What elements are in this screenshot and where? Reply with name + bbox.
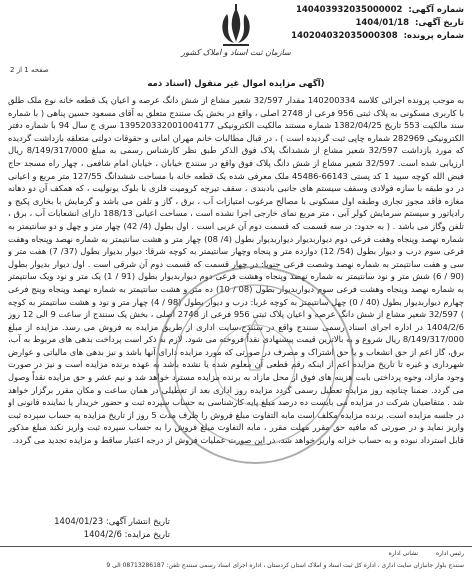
file-number: 140204032035000308 — [291, 31, 398, 41]
notice-body: به موجب پرونده اجرائی کلاسه 140200334 مقدار 32/597 شعیر مشاع از شش دانگ عرصه و اعیان یک قطعه خانه نوع ملک طلق با کاربری مسکونی به پلاک ثبتی 956 فرعی از 2748 اصلی ، واقع در بخش یک سنندج متعلق به آقای مسعود حسین پناهی ( با شماره سند مالکیت 553 تاریخ 1382/04/25 شماره مستند مالکیت الکترونیکی 139520332001004177 سری ج سال 94 با شماره دفتر الکترونیکی 282969 شماره چاپی ثبت گردیده است ) ، در قبال مطالبات خانم مهران امانی و حقوقات دولتی متعلقه بازداشت گردیده که مورد بازداشت 32/597 شعیر مشاع از ششدانگ پلاک فوق الذکر طبق نظر کارشناس رسمی به مبلغ 8/149/317/000 ریال ارزیابی شده است. 32/597 شعیر مشاع از شش دانگ پلاک فوق واقع در سنندج خیابان ، خیابان امام شافعی ، چهار راه مسجد حاج فیض الله کوچه سپید 1 کد پستی 66143-45486 ملک معرفی شده یک قطعه خانه با مساحت ششدانگ 127/55 متر مربع و اعیانی در دو طبقه با سازه فولادی وسقف سیستم های جانبی بادبندی ، سقف تیرچه کرومیت فلزی با بلوک یونولیت ، که همکف آن دو دهانه مغازه فاقد مجوز تجاری وطبقه اول مسکونی با مصالح مرغوب امتیازات آب ، برق ، گاز و تلفن می باشد و گرمایش با بخاری پکیج و رادیاتور و سیستم سرمایش کولر آبی ، متر مربع نمای خارجی اجرا نشده است ، مساحت اعیانی 188/13 دارای انشعابات آب ، برق ، تلفن وگاز می باشد . ( به حدود: در سه قسمت که قسمت دوم آن غربی است . اول بطول (4/ 42) چهار متر و چهل و دو سانتیمتر به شماره نهصد وپنجاه وهفت فرعی دوم دیواربدیوار دیواربدیوار بطول (4/ 08) چهار متر و هشت سانتیمتر به شماره نهصد وپنجاه وهفت فرعی سوم درب و دیوار بطول (54/ 12) دوازده متر و پنجاه وچهار سانتیمتر به کوچه شرقا: دیوار بدیوار بطول (37/ 7) هفت متر و سی و هفت سانتیمتر به شماره نهصد وشصت فرعی جنوبا: در چهار قسمت که قسمت دوم آن شرقی است . اول دیوار بدیوار بطول (90 / 6) شش متر و نود سانتیمتر به شماره نهصد وپنجاه وهشت فرعی دوم دیواربدیوار بطول (91 / 1) یک متر و نود ویک سانتیمتر به شماره نهصد وپنجاه وهشت فرعی سوم دیواربدیوار بطول (08 / 10) ده متر و هشت سانتیمتر به شماره نهصد وپنجاه وپنج فرعی چهارم دیواربدیوار بطول (40 / 0) چهل سانتیمتر به کوچه غربا: درب و دیوار بطول (98 / 4) چهار متر و نود و هشت سانتیمتر به کوچه ) 32/597 شعیر مشاع از شش دانگ عرصه و اعیان پلاک ثبتی 956 فرعی از 2748 اصلی ، بخش یک سنندج از ساعت 9 الی 12 روز 1404/2/6 در اداره اجرای اسناد رسمی سنندج واقع در سنندج،سایت اداری از طریق مزایده به فروش می رسد. مزایده از مبلغ 8/149/317/000 ریال شروع و به بالاترین قیمت پیشنهادی نقداً فروخته می شود. لازم به ذکر است پرداخت بدهی های مربوط به آب، برق، گاز اعم از حق انشعاب و یا حق اشتراک و مصرف در صورتی که مورد مزایده دارای آنها باشد و نیز بدهی های مالیاتی و عوارض شهرداری و غیره تا تاریخ مزایده اعم از اینکه رقم قطعی آن معلوم شده یا نشده باشد به عهده برنده مزایده است و نیز در صورت وجود مازاد، وجوه پرداختی بابت هزینه های فوق از محل مازاد به برنده مزایده مسترد خواهد شد و نیم عشر و حق مزایده نقداً وصول می گردد. ضمنا چنانچه روز مزایده تعطیل رسمی گردد مزایده روز اداری بعد از تعطیلی در همان ساعت و مکان مقرر برگزار خواهد شد . متقاضیان شرکت در مزایده می بایست ده درصد مبلغ پایه کارشناسی به حساب سپرده ثبت و حضور خریدار یا نماینده قانونی او در جلسه مزایده است. برنده مزایده مکلف است مابه التفاوت مبلغ فروش را ظرف مدت 5 روز از تاریخ مزایده به حساب سپرده ثبت واریز نماید و در صورتی که مافیه حق مقرر مهلت مقرر ، مابه التفاوت مبلغ فروش را به حساب سپرده ثبت واریز نکند مبلغ مذکور قابل استرداد نبوده و به حساب خزانه واریز خواهد شد. در این صورت عملیات فروش از درجه اعتبار ساقط و مزایده تجدید می گردد. — [8, 95, 464, 446]
notice-date-label: تاریخ آگهی: — [414, 18, 464, 28]
publish-date-label: تاریخ انتشار آگهی: — [105, 517, 170, 527]
footer-page-suffix: الی 9 — [106, 562, 121, 569]
footer-address: سنندج بلوار جانبازان سایت اداری ، اداره کل ثبت اسناد و املاک استان کردستان ، اداره اجرای اسناد رسمی سنندج تلفن: — [166, 562, 464, 569]
publish-date-row — [30, 516, 170, 529]
auction-date: 1404/2/6 — [83, 530, 122, 540]
notice-title: (آگهی مزایده اموال غیر منقول (اسناد ذمه — [147, 79, 325, 89]
letterhead — [0, 0, 472, 78]
page-number: صفحه 1 از 2 — [10, 66, 49, 74]
signatory-title: رئیس اداره — [436, 550, 464, 557]
organization-name: سازمان ثبت اسناد و املاک کشور — [181, 48, 291, 57]
footer-address-row — [8, 562, 464, 569]
notice-date: 1404/01/18 — [355, 18, 409, 28]
signatory-role: نشانی اداره — [388, 550, 419, 557]
footer-phone: 08713286187 — [122, 562, 165, 569]
page-footer — [0, 546, 472, 576]
publication-dates — [30, 516, 170, 542]
notice-content — [8, 78, 464, 530]
footer-signature-row — [8, 550, 464, 557]
notice-number: 140403932035000002 — [295, 5, 403, 15]
file-number-label: شماره پرونده: — [403, 31, 464, 41]
auction-date-row — [30, 529, 170, 542]
notice-number-label: شماره آگهی: — [408, 5, 464, 15]
auction-date-label: تاریخ مزایده: — [124, 530, 170, 540]
publish-date: 1404/01/23 — [54, 517, 104, 527]
